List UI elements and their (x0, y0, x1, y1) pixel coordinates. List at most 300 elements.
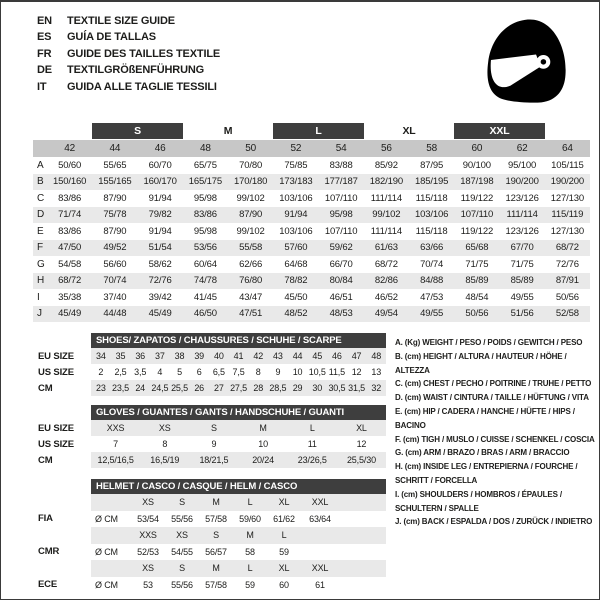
value-cell: Ø CM (95, 546, 118, 557)
row-label: EU SIZE (38, 350, 74, 362)
measure-cell: 67/70 (510, 242, 534, 254)
measure-cell: 46/51 (329, 291, 353, 303)
measure-cell: 65/75 (193, 159, 217, 171)
legend-item: H. (cm) INSIDE LEG / ENTREPIERNA / FOURCHE / SCHRITT / FORCELLA (395, 462, 578, 485)
row-label: I (37, 291, 40, 303)
measure-cell: 47/51 (239, 308, 263, 320)
measure-cell: 155/165 (98, 176, 132, 188)
value-cell (301, 544, 339, 561)
measure-cell: 45/50 (284, 291, 308, 303)
measure-cell: 64/68 (284, 258, 308, 270)
gloves-table-rows (34, 420, 386, 468)
measure-cell: 52/58 (555, 308, 579, 320)
measure-cell: 115/118 (415, 192, 448, 204)
value-cell: 48 (371, 351, 382, 361)
measure-cell: 56/60 (103, 258, 127, 270)
value-cell: 23 (95, 383, 106, 393)
legend-item: F. (cm) TIGH / MUSLO / CUISSE / SCHENKEL / COSCIA (395, 434, 595, 444)
value-cell: XXL (311, 497, 329, 508)
measure-cell: 44/48 (103, 308, 127, 320)
value-cell: 23,5 (112, 383, 129, 393)
measure-cell: 60/64 (193, 258, 217, 270)
measure-cell: 35/38 (58, 291, 82, 303)
value-cell: XL (278, 497, 290, 508)
measure-cell: 53/56 (193, 242, 217, 254)
size-column-header: 46 (154, 143, 166, 154)
measure-cell: 45/49 (148, 308, 172, 320)
row-label: US SIZE (38, 438, 74, 450)
value-cell: 6 (196, 367, 202, 377)
measure-cell: 78/82 (284, 275, 308, 287)
value-cell: 56/57 (205, 546, 227, 557)
shoes-values (91, 348, 386, 364)
size-group-l: L (273, 123, 364, 139)
measure-cell: 87/90 (103, 192, 127, 204)
measure-cell: 111/114 (506, 209, 538, 221)
measure-cell: 49/52 (103, 242, 127, 254)
measure-cell: 107/110 (460, 209, 494, 221)
measure-cell: 173/183 (279, 176, 313, 188)
row-label: A (37, 159, 44, 171)
measure-cell: 79/82 (148, 209, 172, 221)
measure-cell: 123/126 (505, 192, 539, 204)
value-cell: 28 (253, 383, 264, 393)
helmet-row (34, 560, 386, 577)
value-cell: 31,5 (348, 383, 366, 393)
helmet-row (34, 527, 386, 544)
measure-row-f (33, 240, 590, 257)
size-group-xxl: XXL (454, 123, 545, 139)
value-cell: 38 (174, 351, 185, 361)
measure-cell: 45/49 (58, 308, 82, 320)
measure-cell: 49/55 (510, 291, 534, 303)
helmet-row (34, 577, 386, 594)
value-cell: 8 (162, 439, 168, 449)
value-cell: 9 (211, 439, 217, 449)
value-cell: 26 (194, 383, 205, 393)
measure-cell: 74/78 (193, 275, 217, 287)
value-cell: 60 (279, 579, 289, 590)
measure-cell: 105/115 (551, 159, 584, 171)
measure-cell: 68/72 (374, 258, 398, 270)
value-cell: 57/58 (205, 513, 227, 524)
measure-cell: 63/66 (420, 242, 444, 254)
measure-cell: 54/58 (58, 258, 82, 270)
measure-cell: 83/88 (329, 159, 353, 171)
value-cell: 53 (143, 579, 153, 590)
value-cell: XXL (311, 563, 329, 574)
row-label: C (37, 192, 45, 204)
row-label: US SIZE (38, 366, 74, 378)
value-cell: Ø CM (95, 513, 118, 524)
value-cell: XS (142, 563, 154, 574)
helmet-table-rows (34, 494, 386, 593)
measure-cell: 95/100 (508, 159, 537, 171)
value-cell: S (179, 563, 185, 574)
measure-cell: 83/86 (58, 192, 82, 204)
value-cell: 5 (177, 367, 182, 377)
value-cell: 52/53 (137, 546, 159, 557)
measure-cell: 150/160 (52, 176, 87, 188)
value-cell: 54/55 (171, 546, 193, 557)
measure-cell: 76/80 (239, 275, 263, 287)
measure-cell: 55/58 (239, 242, 263, 254)
value-cell (301, 527, 339, 544)
value-cell (91, 527, 131, 544)
measure-cell: 107/110 (324, 225, 358, 237)
value-cell: 12,5/16,5 (97, 455, 134, 465)
value-cell: 27 (214, 383, 224, 393)
legend-item: A. (Kg) WEIGHT / PESO / POIDS / GEWITCH / PESO (395, 338, 583, 347)
size-column-header: 48 (199, 143, 211, 154)
value-cell: 10 (258, 439, 268, 449)
legend-item: G. (cm) ARM / BRAZO / BRAS / ARM / BRACCIO (395, 448, 570, 458)
value-cell: XS (142, 497, 154, 508)
value-cell: 41 (233, 351, 244, 361)
value-cell: 24,5 (151, 383, 169, 393)
value-cell: L (309, 423, 315, 433)
measure-cell: 61/63 (374, 242, 398, 254)
measure-cell: 37/40 (103, 291, 127, 303)
measure-cell: 95/98 (329, 209, 353, 221)
measure-cell: 95/98 (193, 225, 217, 237)
value-cell: 11 (307, 439, 317, 449)
value-cell: 58 (245, 546, 255, 557)
value-cell: XS (158, 423, 171, 433)
legend-item: J. (cm) BACK / ESPALDA / DOS / ZURÜCK / INDIETRO (395, 517, 593, 527)
measure-cell: 68/72 (58, 275, 82, 287)
value-cell: S (213, 530, 219, 541)
gloves-values (91, 420, 386, 436)
value-cell: M (212, 497, 220, 508)
measure-cell: 115/118 (415, 225, 448, 237)
value-cell: 25,5 (171, 383, 188, 393)
measure-cell: 50/60 (58, 159, 82, 171)
language-code: ES (37, 31, 52, 44)
shoes-values (91, 364, 386, 380)
value-cell: M (246, 530, 254, 541)
legend-item: C. (cm) CHEST / PECHO / POITRINE / TRUHE / PETTO (395, 379, 592, 389)
legend-item: E. (cm) HIP / CADERA / HANCHE / HÜFTE / HIPS / BACINO (395, 406, 575, 430)
value-cell: 30,5 (328, 383, 346, 393)
row-label: CM (38, 454, 53, 466)
measure-cell: 111/114 (370, 192, 402, 204)
value-cell: L (247, 563, 253, 574)
measure-cell: 103/106 (414, 209, 449, 221)
measure-cell: 55/65 (103, 159, 127, 171)
legend-item: B. (cm) HEIGHT / ALTURA / HAUTEUR / HÖHE / ALTEZZA (395, 351, 567, 375)
size-column-header: 42 (64, 143, 76, 154)
size-column-header: 64 (561, 143, 573, 154)
racing-helmet-icon (479, 12, 571, 108)
measure-cell: 87/90 (103, 225, 127, 237)
value-cell: 4 (157, 367, 163, 377)
value-cell: 9 (275, 367, 281, 377)
measure-cell: 103/106 (279, 225, 313, 237)
value-cell: 39 (194, 351, 205, 361)
textile-size-table (33, 123, 590, 322)
value-cell: 18/21,5 (199, 455, 229, 465)
measure-row-c (33, 190, 590, 207)
measure-cell: 182/190 (369, 176, 404, 188)
row-label: FIA (38, 513, 53, 525)
measure-row-d (33, 207, 590, 224)
measure-cell: 47/53 (420, 291, 444, 303)
measure-cell: 70/74 (420, 258, 444, 270)
value-cell: 55/56 (171, 579, 193, 590)
shoes-values (91, 380, 386, 396)
value-cell: 32 (371, 383, 382, 393)
measure-cell: 46/50 (193, 308, 217, 320)
value-cell: 8 (255, 367, 261, 377)
measure-cell: 66/70 (329, 258, 353, 270)
value-cell: 59 (245, 579, 255, 590)
measure-cell: 99/102 (236, 225, 265, 237)
measure-row-i (33, 289, 590, 306)
measure-cell: 39/42 (148, 291, 172, 303)
measurement-legend (395, 336, 598, 529)
measure-cell: 41/45 (193, 291, 217, 303)
value-cell (91, 494, 131, 511)
value-cell: 55/56 (171, 513, 193, 524)
value-cell: XS (176, 530, 188, 541)
helmet-table (34, 479, 386, 593)
measure-cell: 75/85 (284, 159, 308, 171)
measure-cell: 107/110 (324, 192, 358, 204)
measure-cell: 82/86 (374, 275, 398, 287)
measure-row-g (33, 256, 590, 273)
measure-cell: 71/74 (58, 209, 82, 221)
measure-cell: 75/78 (103, 209, 127, 221)
value-cell: Ø CM (95, 579, 118, 590)
measure-cell: 70/74 (103, 275, 127, 287)
value-cell: 16,5/19 (150, 455, 180, 465)
measure-cell: 90/100 (462, 159, 491, 171)
shoes-row (34, 348, 386, 364)
measure-cell: 58/62 (148, 258, 172, 270)
value-cell: XXS (139, 530, 157, 541)
value-cell: 7 (113, 439, 119, 449)
measure-row-b (33, 174, 590, 191)
measure-row-e (33, 223, 590, 240)
value-cell: 23/26,5 (297, 455, 327, 465)
measure-cell: 72/76 (555, 258, 579, 270)
language-code: EN (37, 15, 52, 27)
value-cell: 42 (253, 351, 264, 361)
language-title: TEXTILGRÖßENFÜHRUNG (67, 64, 205, 77)
helmet-values (91, 560, 386, 577)
measure-cell: 47/50 (58, 242, 82, 254)
measure-cell: 87/91 (555, 275, 579, 287)
measurement-rows (33, 157, 590, 322)
value-cell: 44 (292, 351, 303, 361)
value-cell: 47 (351, 351, 362, 361)
measure-cell: 65/68 (465, 242, 489, 254)
value-cell: 27,5 (230, 383, 247, 393)
measure-cell: 190/200 (550, 176, 585, 188)
value-cell: 57/58 (205, 579, 227, 590)
value-cell: 12 (356, 439, 367, 449)
measure-cell: 48/52 (284, 308, 308, 320)
value-cell: L (281, 530, 287, 541)
language-code: FR (37, 47, 52, 60)
size-group-m: M (223, 125, 233, 137)
measure-row-j (33, 306, 590, 323)
measure-cell: 185/195 (414, 176, 449, 188)
numeric-size-header-row (33, 140, 590, 157)
row-label (34, 527, 91, 544)
helmet-values (91, 577, 386, 594)
measure-cell: 80/84 (329, 275, 353, 287)
shoes-table-rows (34, 348, 386, 396)
measure-cell: 87/95 (420, 159, 444, 171)
measure-cell: 91/94 (284, 209, 308, 221)
value-cell: 61/62 (273, 513, 295, 524)
shoes-table-title: SHOES/ ZAPATOS / CHAUSSURES / SCHUHE / SCARPE (91, 333, 386, 348)
row-label: E (37, 225, 44, 237)
gloves-table (34, 405, 386, 468)
value-cell: 25,5/30 (346, 455, 376, 465)
value-cell: 46 (332, 351, 342, 361)
measure-cell: 190/200 (505, 176, 539, 188)
measure-cell: 51/54 (148, 242, 172, 254)
legend-item: D. (cm) WAIST / CINTURA / TAILLE / HÜFTUNG / VITA (395, 393, 589, 403)
helmet-row (34, 544, 386, 561)
value-cell: M (212, 563, 220, 574)
value-cell: 3,5 (134, 367, 147, 377)
measure-cell: 127/130 (550, 192, 585, 204)
value-cell: 10 (292, 367, 303, 377)
value-cell: 35 (115, 351, 126, 361)
measure-cell: 87/90 (239, 209, 263, 221)
measure-cell: 49/54 (374, 308, 398, 320)
measure-cell: 48/54 (465, 291, 489, 303)
measure-cell: 119/122 (460, 225, 494, 237)
language-title: GUIDA ALLE TAGLIE TESSILI (67, 80, 217, 93)
measure-cell: 71/75 (465, 258, 489, 270)
gloves-table-title: GLOVES / GUANTES / GANTS / HANDSCHUHE / GUANTI (91, 405, 386, 420)
legend-item: I. (cm) SHOULDERS / HOMBROS / ÉPAULES / SCHULTERN / SPALLE (395, 489, 562, 513)
measure-cell: 165/175 (188, 176, 223, 188)
size-group-row (33, 123, 590, 139)
measure-cell: 127/130 (550, 225, 585, 237)
size-group-s: S (92, 123, 183, 139)
measure-cell: 177/187 (324, 176, 358, 188)
value-cell: 37 (154, 351, 165, 361)
measure-cell: 119/122 (460, 192, 494, 204)
size-group-xl: XL (402, 125, 416, 137)
value-cell: 6,5 (212, 367, 225, 377)
measure-cell: 103/106 (279, 192, 313, 204)
value-cell: 10,5 (308, 367, 326, 377)
row-label: CMR (38, 546, 60, 558)
value-cell: 59/60 (239, 513, 261, 524)
value-cell: 2,5 (114, 367, 127, 377)
language-title: TEXTILE SIZE GUIDE (67, 15, 175, 27)
measure-cell: 46/52 (374, 291, 398, 303)
measure-cell: 111/114 (370, 225, 402, 237)
value-cell: 45 (312, 351, 323, 361)
size-column-header: 52 (290, 143, 302, 154)
helmet-values (91, 544, 386, 561)
value-cell: 20/24 (252, 455, 274, 465)
measure-cell: 70/80 (239, 159, 263, 171)
language-code: IT (37, 80, 47, 93)
language-title: GUIDE DES TAILLES TEXTILE (67, 47, 221, 60)
measure-cell: 43/47 (239, 291, 263, 303)
size-column-header: 44 (109, 143, 121, 154)
value-cell: 61 (315, 579, 325, 590)
measure-cell: 50/56 (555, 291, 579, 303)
measure-cell: 59/62 (329, 242, 353, 254)
measure-cell: 115/119 (551, 209, 584, 221)
measure-cell: 71/75 (510, 258, 534, 270)
measure-cell: 83/86 (58, 225, 82, 237)
value-cell: XL (356, 423, 367, 433)
helmet-row (34, 511, 386, 528)
value-cell: 36 (135, 351, 146, 361)
gloves-row (34, 452, 386, 468)
value-cell: 13 (371, 367, 382, 377)
measure-cell: 91/94 (148, 192, 172, 204)
value-cell: 29 (292, 383, 303, 393)
value-cell (91, 560, 131, 577)
value-cell: 59 (279, 546, 289, 557)
row-label: CM (38, 382, 53, 394)
row-label: D (37, 209, 45, 221)
value-cell: XXS (106, 423, 125, 433)
gloves-values (91, 436, 386, 452)
row-label: J (37, 308, 42, 320)
size-column-header: 60 (471, 143, 483, 154)
value-cell: 12 (351, 367, 362, 377)
row-label: ECE (38, 579, 58, 591)
helmet-values (91, 511, 386, 528)
measure-cell: 99/102 (236, 192, 265, 204)
value-cell: 63/64 (309, 513, 331, 524)
size-column-header: 56 (380, 143, 392, 154)
value-cell: 11,5 (328, 367, 346, 377)
value-cell: 43 (273, 351, 283, 361)
row-label: G (37, 258, 45, 270)
row-label: F (37, 242, 43, 254)
shoes-row (34, 380, 386, 396)
measure-cell: 85/89 (465, 275, 489, 287)
row-label: EU SIZE (38, 422, 74, 434)
measure-cell: 187/198 (460, 176, 494, 188)
measure-row-a (33, 157, 590, 174)
value-cell: 24 (135, 383, 146, 393)
helmet-table-title: HELMET / CASCO / CASQUE / HELM / CASCO (91, 479, 386, 494)
language-title: GUÍA DE TALLAS (67, 31, 156, 44)
helmet-row (34, 494, 386, 511)
value-cell: L (247, 497, 253, 508)
value-cell: 7,5 (232, 367, 245, 377)
measure-cell: 170/180 (233, 176, 268, 188)
shoes-row (34, 364, 386, 380)
measure-cell: 51/56 (510, 308, 534, 320)
measure-cell: 85/89 (510, 275, 534, 287)
value-cell: S (211, 423, 217, 433)
measure-cell: 62/66 (239, 258, 263, 270)
value-cell: 28,5 (269, 383, 287, 393)
gloves-row (34, 420, 386, 436)
measure-cell: 49/55 (420, 308, 444, 320)
measure-cell: 57/60 (284, 242, 308, 254)
row-label: H (37, 275, 45, 287)
measure-cell: 50/56 (465, 308, 489, 320)
measure-cell: 84/88 (420, 275, 444, 287)
